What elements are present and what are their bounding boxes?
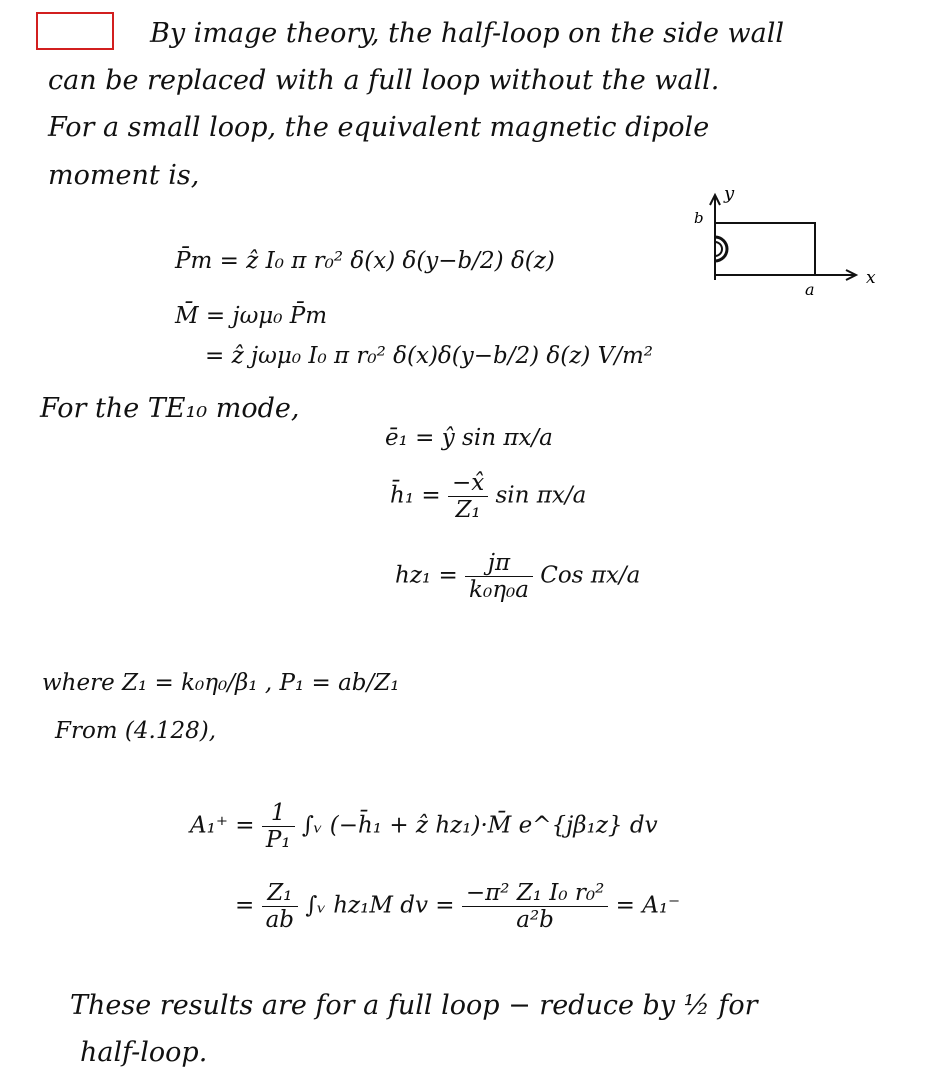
hz1-fraction-denominator: k₀η₀a — [469, 577, 529, 603]
h1-rhs: sin πx/a — [495, 482, 587, 509]
a-plus-equation — [190, 800, 658, 853]
where-line: where Z₁ = k₀η₀/β₁ , P₁ = ab/Z₁ — [42, 670, 400, 696]
a-plus-fraction-denominator: P₁ — [265, 827, 291, 853]
coordinate-diagram — [690, 175, 890, 299]
e1-equation: ē₁ = ŷ sin πx/a — [385, 425, 553, 451]
red-marker-box — [36, 12, 114, 50]
h1-fraction-numerator: −x̂ — [448, 470, 488, 497]
a-plus-lhs: A₁⁺ = — [190, 812, 255, 839]
h1-fraction-denominator: Z₁ — [455, 497, 481, 523]
result-fraction-1 — [262, 880, 298, 933]
conclusion-line-1: These results are for a full loop − reduce by ½ for — [70, 990, 758, 1021]
result-fraction-1-denominator: ab — [265, 907, 295, 933]
hz1-equation — [395, 550, 640, 603]
hz1-rhs: Cos πx/a — [540, 562, 641, 589]
result-fraction-1-numerator: Z₁ — [262, 880, 298, 907]
result-fraction-2-denominator: a²b — [516, 907, 554, 933]
x-axis-label: x — [866, 268, 876, 288]
result-end: = A₁⁻ — [615, 892, 681, 919]
result-fraction-2-numerator: −π² Z₁ I₀ r₀² — [462, 880, 608, 907]
a-label: a — [805, 280, 815, 295]
hz1-fraction — [465, 550, 533, 603]
result-fraction-2 — [462, 880, 608, 933]
hz1-lhs: hz₁ = — [395, 562, 458, 589]
a-plus-rhs: ∫ᵥ (−h̄₁ + ẑ hz₁)·M̄ e^{jβ₁z} dv — [301, 812, 658, 839]
conclusion-line-2: half-loop. — [80, 1037, 208, 1068]
h1-lhs: h̄₁ = — [390, 482, 441, 509]
pm-equation: P̄m = ẑ I₀ π r₀² δ(x) δ(y−b/2) δ(z) — [175, 248, 555, 274]
from-line: From (4.128), — [55, 718, 217, 744]
te10-line: For the TE₁₀ mode, — [40, 393, 300, 424]
m-equation-1: M̄ = jωμ₀ P̄m — [175, 303, 328, 329]
a-plus-fraction-numerator: 1 — [262, 800, 295, 827]
y-axis-label: y — [724, 183, 735, 204]
text-line-3: For a small loop, the equivalent magnetic dipole — [48, 112, 710, 143]
result-middle: ∫ᵥ hz₁M dv = — [305, 892, 455, 919]
text-line-4: moment is, — [48, 160, 200, 191]
text-line-1: By image theory, the half-loop on the side wall — [150, 18, 784, 49]
b-label: b — [694, 209, 704, 227]
hz1-fraction-numerator: jπ — [465, 550, 533, 577]
result-eq1: = — [235, 892, 255, 919]
a-plus-fraction — [262, 800, 295, 853]
result-equation — [235, 880, 680, 933]
text-line-2: can be replaced with a full loop without the wall. — [48, 65, 720, 96]
m-equation-2: = ẑ jωμ₀ I₀ π r₀² δ(x)δ(y−b/2) δ(z) V/m² — [205, 343, 654, 369]
h1-fraction — [448, 470, 488, 523]
h1-equation — [390, 470, 586, 523]
